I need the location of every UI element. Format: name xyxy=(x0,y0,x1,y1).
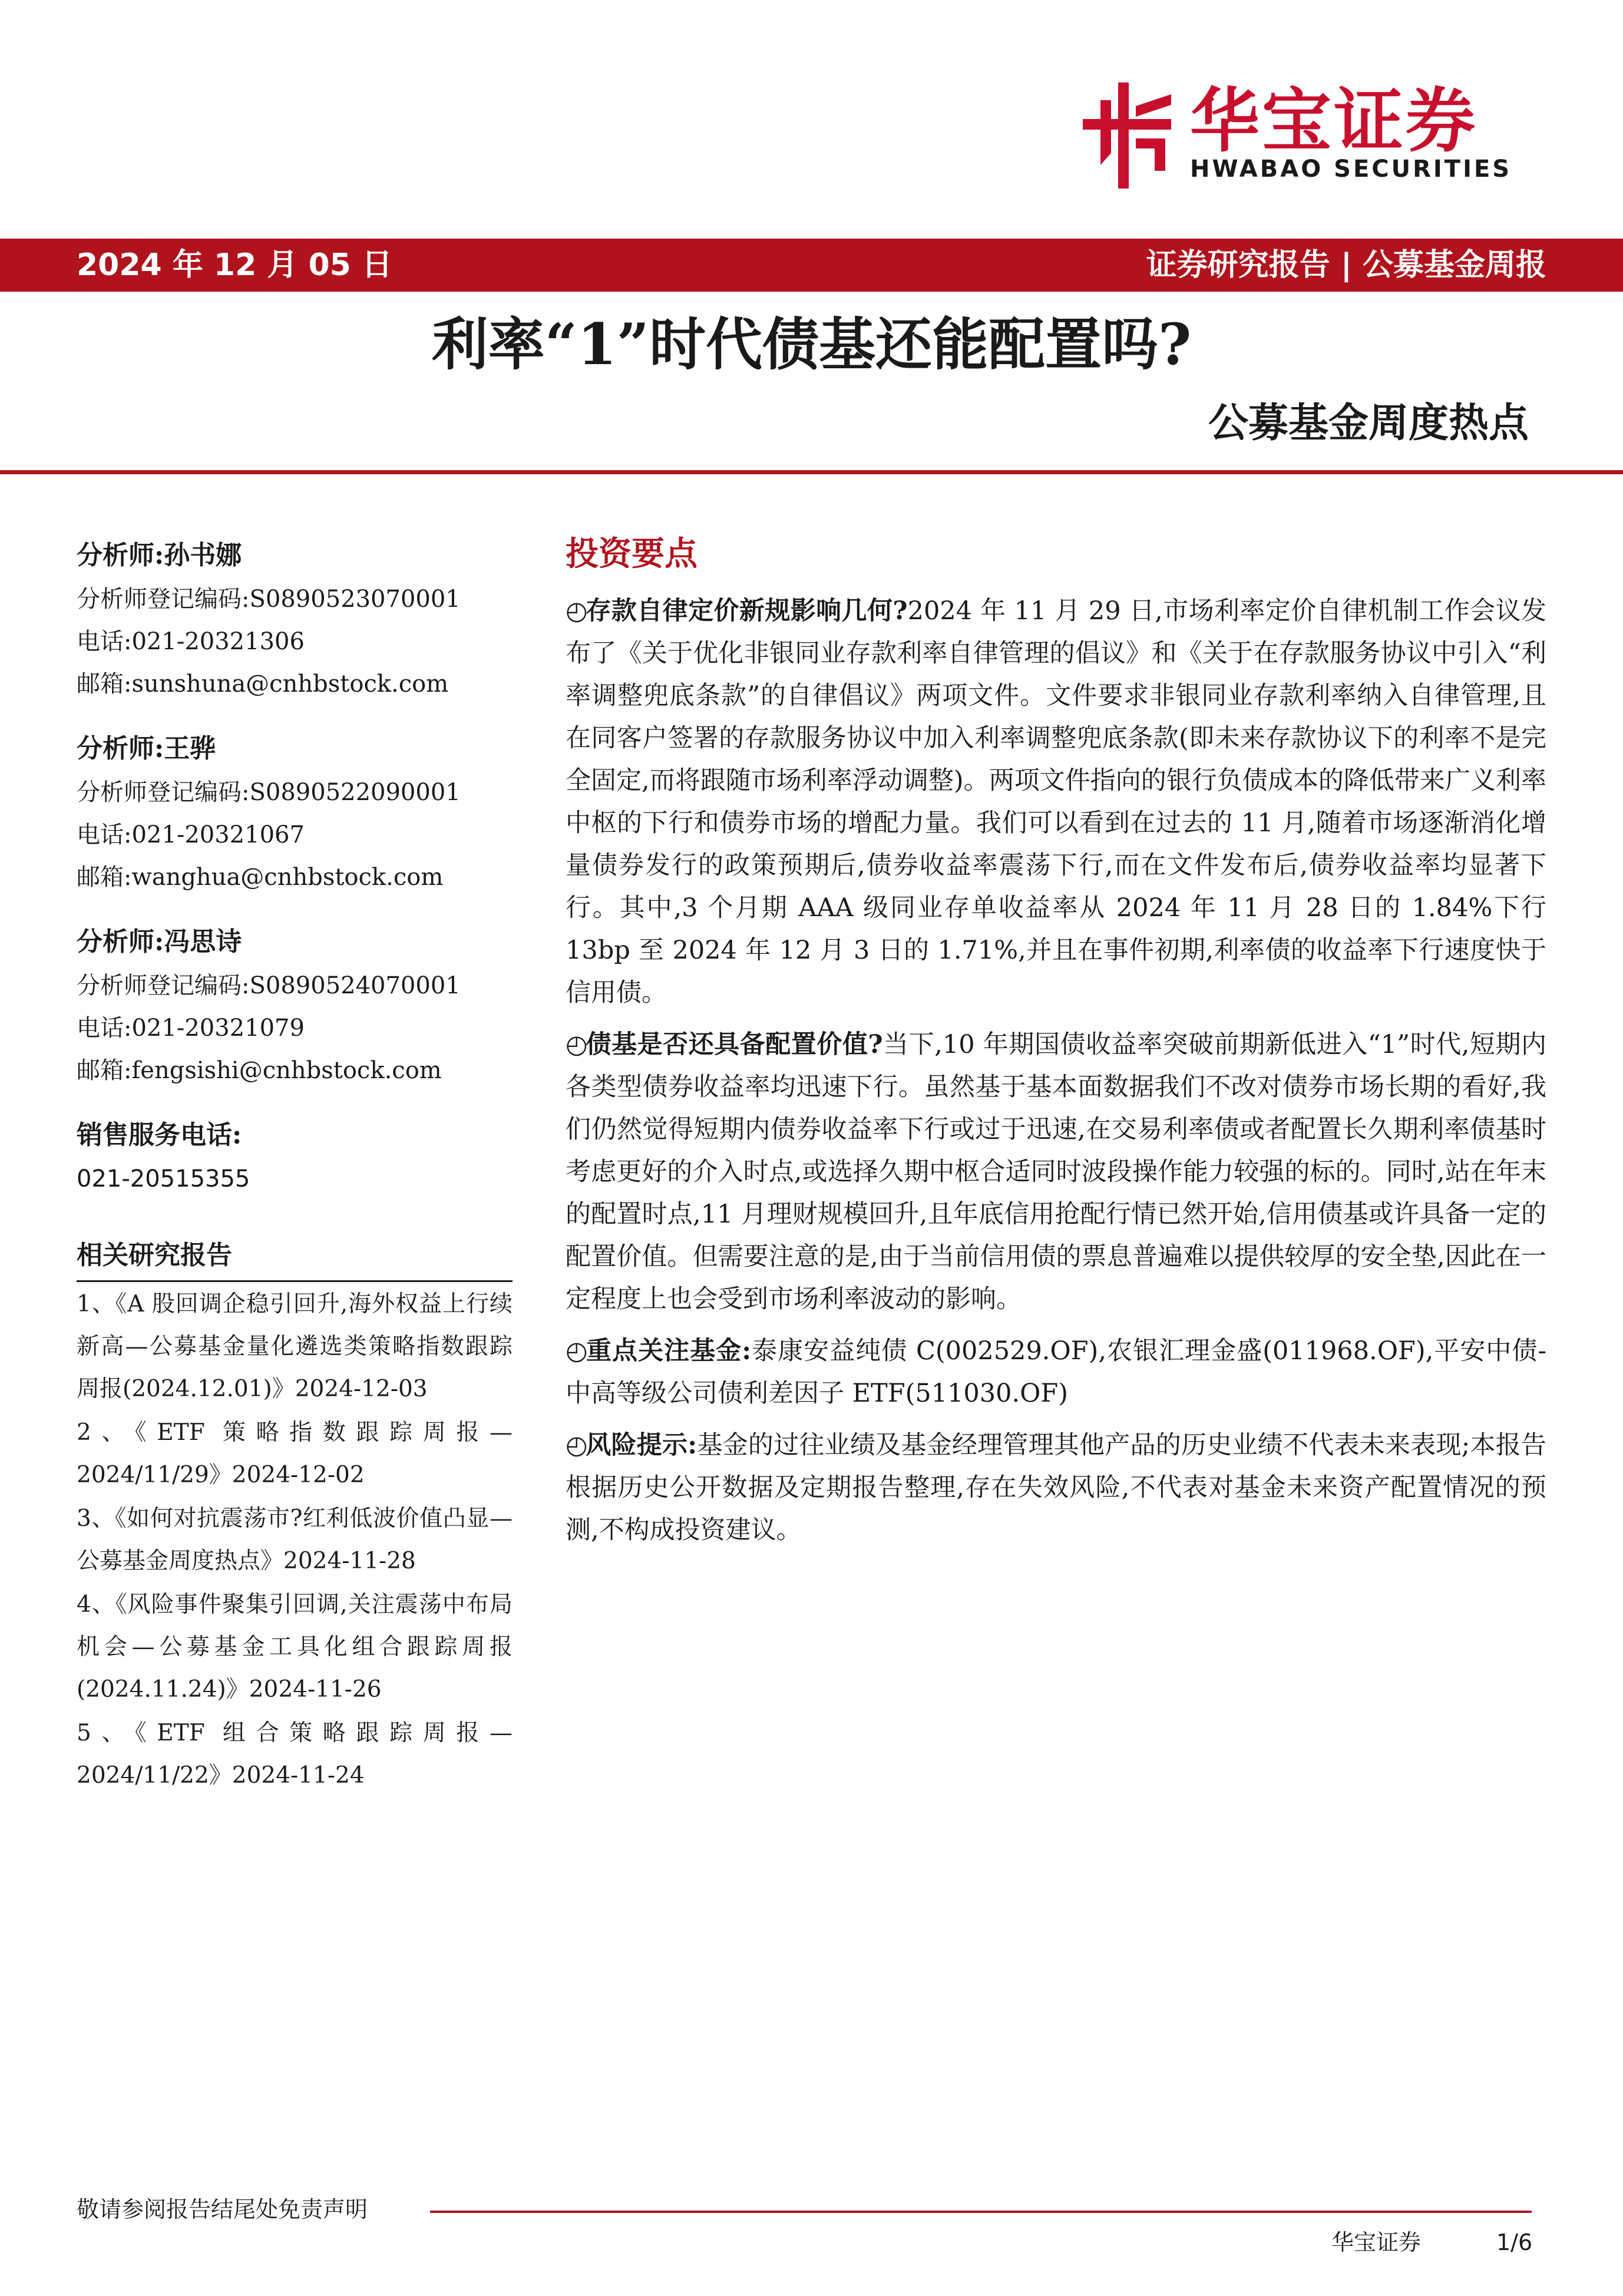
analyst-phone: 电话:021-20321079 xyxy=(77,1015,305,1042)
clock-bullet-icon: ◴ xyxy=(566,596,588,626)
analyst-phone: 电话:021-20321306 xyxy=(77,628,305,655)
clock-bullet-icon: ◴ xyxy=(566,1431,588,1460)
footer-brand: 华宝证券 xyxy=(1331,2229,1422,2255)
related-report-link[interactable]: 2、《ETF 策略指数跟踪周报—2024/11/29》2024-12-02 xyxy=(77,1419,513,1488)
section-heading: 投资要点 xyxy=(566,534,698,573)
related-report-link[interactable]: 4、《风险事件聚集引回调,关注震荡中布局机会—公募基金工具化组合跟踪周报(2024.11.24)》2024-11-26 xyxy=(77,1591,513,1703)
analyst-block xyxy=(77,920,513,1092)
report-subtitle: 公募基金周度热点 xyxy=(1208,399,1529,447)
report-title: 利率“1”时代债基还能配置吗? xyxy=(431,311,1192,378)
analyst-reg: 分析师登记编码:S0890524070001 xyxy=(77,972,461,999)
key-point-lead: 债基是否还具备配置价值? xyxy=(586,1030,883,1059)
analyst-block xyxy=(77,726,513,898)
key-point xyxy=(566,1330,1546,1415)
key-point xyxy=(566,1424,1546,1551)
main-content xyxy=(566,527,1546,1551)
key-point-text: 当下,10 年期国债收益率突破前期新低进入“1”时代,短期内各类型债券收益率均迅速下行。虽然基于基本面数据我们不改对债券市场长期的看好,我们仍然觉得短期内债券收益率下行或过于迅速,在交易利率债或者配置长久期利率债基时考虑更好的介入时点,或选择久期中枢合适同时波段操作能力较强的标的。同时,站在年末的配置时点,11 月理财规模回升,且年底信用抢配行情已然开始,信用债基或许具备一定的配置价值。但需要注意的是,由于当前信用债的票息普遍难以提供较厚的安全垫,因此在一定程度上也会受到市场利率波动的影响。 xyxy=(566,1030,1546,1314)
key-point-lead: 重点关注基金: xyxy=(586,1336,752,1366)
disclaimer-note: 敬请参阅报告结尾处免责声明 xyxy=(77,2196,368,2222)
analyst-reg: 分析师登记编码:S0890523070001 xyxy=(77,586,461,613)
analyst-phone: 电话:021-20321067 xyxy=(77,821,305,848)
title-divider xyxy=(0,470,1623,474)
related-report-link[interactable]: 5、《ETF 组合策略跟踪周报—2024/11/22》2024-11-24 xyxy=(77,1720,513,1789)
related-reports-title: 相关研究报告 xyxy=(77,1233,513,1282)
analyst-name: 分析师:孙书娜 xyxy=(77,540,242,570)
analyst-name: 分析师:冯思诗 xyxy=(77,927,242,957)
report-date: 2024 年 12 月 05 日 xyxy=(77,247,392,283)
key-point-lead: 存款自律定价新规影响几何? xyxy=(586,596,908,626)
brand-name-cn: 华宝证券 xyxy=(1190,80,1478,161)
key-point-text: 基金的过往业绩及基金经理管理其他产品的历史业绩不代表未来表现;本报告根据历史公开数据及定期报告整理,存在失效风险,不代表对基金未来资产配置情况的预测,不构成投资建议。 xyxy=(566,1431,1546,1545)
analyst-reg: 分析师登记编码:S0890522090001 xyxy=(77,779,461,806)
key-point-lead: 风险提示: xyxy=(586,1431,698,1460)
clock-bullet-icon: ◴ xyxy=(566,1336,588,1366)
key-point xyxy=(566,590,1546,1014)
analyst-email[interactable]: 邮箱:sunshuna@cnhbstock.com xyxy=(77,670,449,698)
analyst-block xyxy=(77,533,513,705)
key-point-text: 2024 年 11 月 29 日,市场利率定价自律机制工作会议发布了《关于优化非银同业存款利率自律管理的倡议》和《关于在存款服务协议中引入“利率调整兜底条款”的自律倡议》两项文件。文件要求非银同业存款利率纳入自律管理,且在同客户签署的存款服务协议中加入利率调整兜底条款(即未来存款协议下的利率不是完全固定,而将跟随市场利率浮动调整)。两项文件指向的银行负债成本的降低带来广义利率中枢的下行和债券市场的增配力量。我们可以看到在过去的 11 月,随着市场逐渐消化增量债券发行的政策预期后,债券收益率震荡下行,而在文件发布后,债券收益率均显著下行。其中,3 个月期 AAA 级同业存单收益率从 2024 年 11 月 28 日的 1.84%下行 13bp 至 2024 年 12 月 3 日的 1.71%,并且在事件初期,利率债的收益率下行速度快于信用债。 xyxy=(566,596,1547,1007)
clock-bullet-icon: ◴ xyxy=(566,1030,588,1059)
hwabao-logo-icon xyxy=(1077,82,1177,189)
page-number: 1/6 xyxy=(1496,2229,1533,2255)
analyst-email[interactable]: 邮箱:fengsishi@cnhbstock.com xyxy=(77,1057,442,1084)
key-point xyxy=(566,1023,1546,1320)
footer-divider xyxy=(430,2211,1532,2213)
analyst-email[interactable]: 邮箱:wanghua@cnhbstock.com xyxy=(77,864,444,891)
sales-label: 销售服务电话: xyxy=(77,1120,242,1150)
sales-phone: 021-20515355 xyxy=(77,1165,250,1192)
key-point-text: 泰康安益纯债 C(002529.OF),农银汇理金盛(011968.OF),平安中债-中高等级公司债利差因子 ETF(511030.OF) xyxy=(566,1336,1546,1408)
brand-name-en: HWABAO SECURITIES xyxy=(1190,156,1512,183)
related-report-link[interactable]: 3、《如何对抗震荡市?红利低波价值凸显—公募基金周度热点》2024-11-28 xyxy=(77,1505,513,1574)
sidebar xyxy=(77,533,513,1797)
analyst-name: 分析师:王骅 xyxy=(77,734,216,764)
report-category: 证券研究报告 | 公募基金周报 xyxy=(1146,247,1546,283)
related-report-link[interactable]: 1、《A 股回调企稳引回升,海外权益上行续新高—公募基金量化遴选类策略指数跟踪周报(2024.12.01)》2024-12-03 xyxy=(77,1291,513,1402)
